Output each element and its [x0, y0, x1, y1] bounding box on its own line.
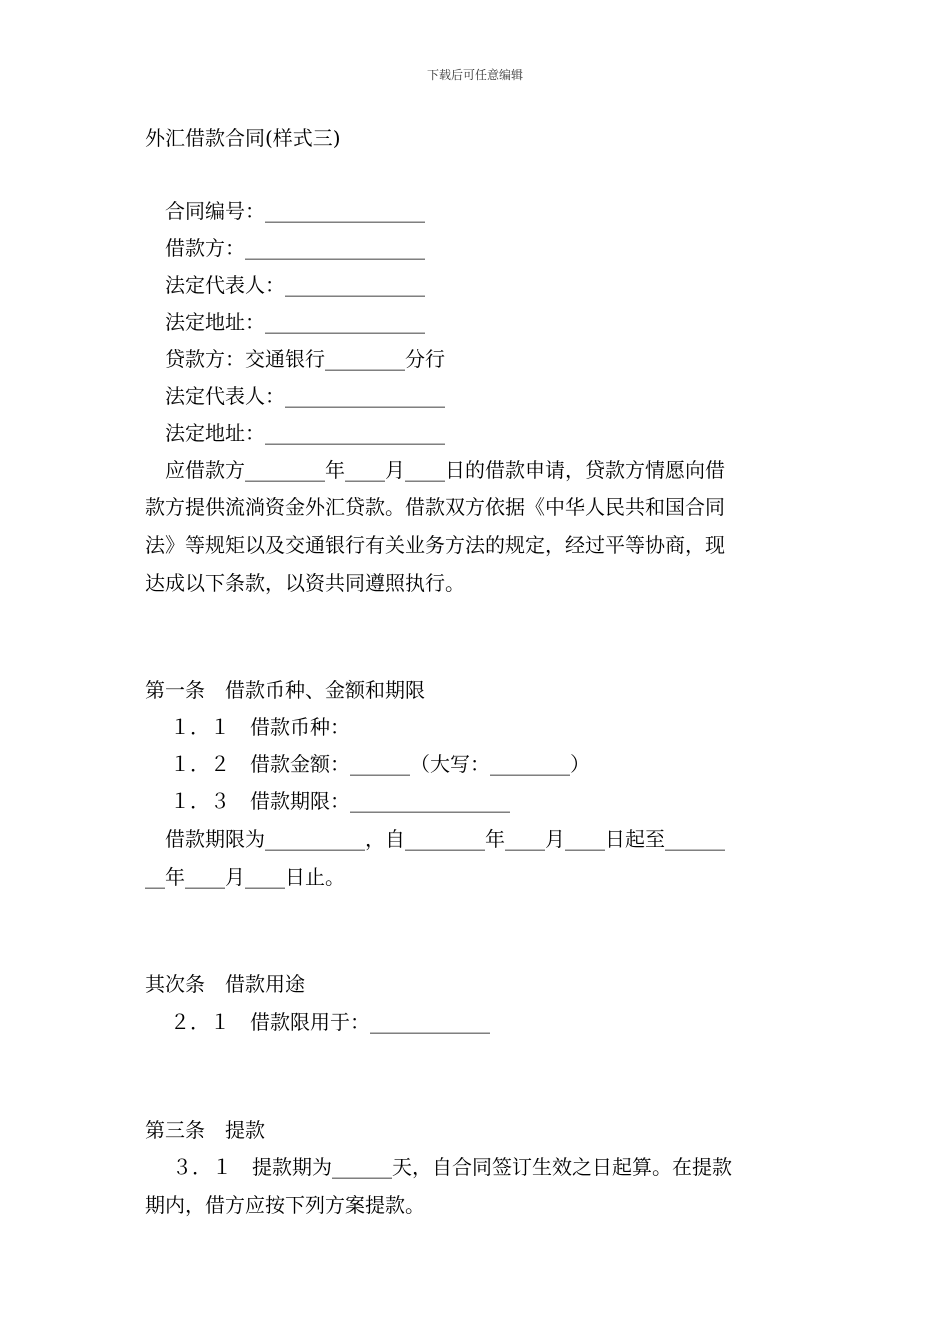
article-1-heading: 第一条 借款币种、金额和期限 [145, 678, 425, 702]
article-2-heading: 其次条 借款用途 [145, 972, 305, 996]
document-title: 外汇借款合同(样式三) [145, 126, 341, 150]
period-line-1: 借款期限为__________，自________年____月____日起至______ [165, 827, 725, 851]
clause-3-1-line-1: ３．１ 提款期为______天，自合同签订生效之日起算。在提款 [172, 1155, 732, 1179]
clause-2-1: ２．１ 借款限用于：____________ [170, 1010, 490, 1034]
field-lender-address: 法定地址：__________________ [165, 421, 445, 445]
intro-line-3: 法》等规矩以及交通银行有关业务方法的规定，经过平等协商，现 [145, 533, 725, 557]
field-lender-legal-rep: 法定代表人：________________ [165, 384, 445, 408]
intro-line-1: 应借款方________年____月____日的借款申请，贷款方情愿向借 [165, 458, 725, 482]
field-contract-number: 合同编号：________________ [165, 199, 425, 223]
clause-1-2: １．２ 借款金额：______（大写：________） [170, 752, 590, 776]
field-borrower: 借款方：__________________ [165, 236, 425, 260]
field-borrower-address: 法定地址：________________ [165, 310, 425, 334]
clause-1-3: １．３ 借款期限：________________ [170, 789, 510, 813]
article-3-heading: 第三条 提款 [145, 1118, 265, 1142]
intro-line-2: 款方提供流淌资金外汇贷款。借款双方依据《中华人民共和国合同 [145, 495, 725, 519]
period-line-2: __年____月____日止。 [145, 865, 345, 889]
field-lender: 贷款方：交通银行________分行 [165, 347, 445, 371]
intro-line-4: 达成以下条款，以资共同遵照执行。 [145, 571, 465, 595]
field-borrower-legal-rep: 法定代表人：______________ [165, 273, 425, 297]
clause-1-1: １．１ 借款币种： [170, 715, 350, 739]
clause-3-1-line-2: 期内，借方应按下列方案提款。 [145, 1193, 425, 1217]
page-header-note: 下载后可任意编辑 [426, 68, 523, 82]
